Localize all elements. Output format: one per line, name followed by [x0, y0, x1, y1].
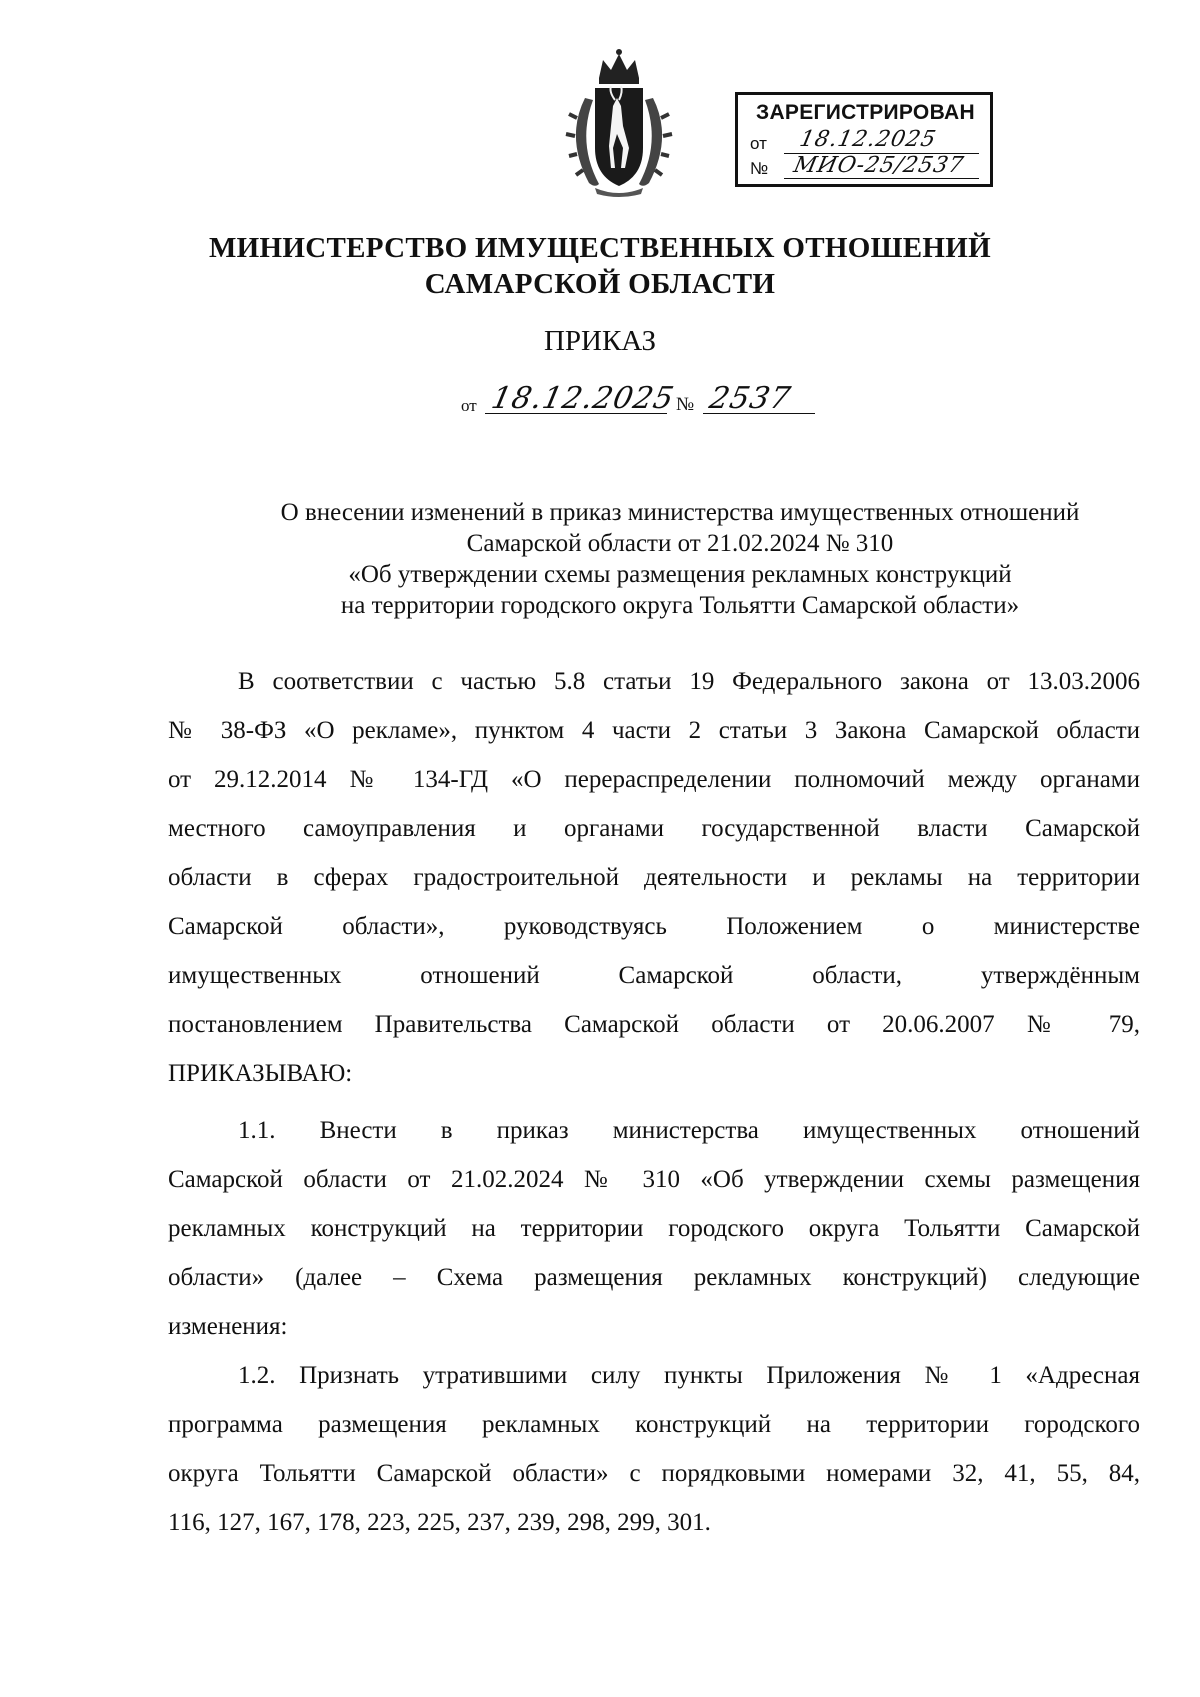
body-line: рекламных конструкций на территории городского округа Тольятти Самарской — [168, 1215, 1140, 1242]
order-number-handwritten: 2537 — [706, 381, 795, 416]
body-line: В соответствии с частью 5.8 статьи 19 Федерального закона от 13.03.2006 — [238, 668, 1140, 695]
stamp-title: ЗАРЕГИСТРИРОВАН — [756, 101, 975, 124]
body-line: № 38-ФЗ «О рекламе», пунктом 4 части 2 статьи 3 Закона Самарской области — [168, 717, 1140, 744]
body-line: области» (далее – Схема размещения рекламных конструкций) следующие — [168, 1264, 1140, 1291]
preamble-paragraph — [168, 657, 1140, 1098]
order-number-label: № — [676, 394, 695, 415]
item-1-2-paragraph — [168, 1351, 1140, 1547]
body-line: местного самоуправления и органами государственной власти Самарской — [168, 815, 1140, 842]
body-line: 116, 127, 167, 178, 223, 225, 237, 239, 298, 299, 301. — [168, 1509, 711, 1536]
subject-line: на территории городского округа Тольятти Самарской области» — [340, 592, 1020, 619]
order-body — [168, 657, 1140, 1547]
order-date-handwritten: 18.12.2025 — [488, 381, 678, 416]
order-date-label: от — [461, 396, 477, 415]
ministry-name-line-2: САМАРСКОЙ ОБЛАСТИ — [424, 268, 776, 300]
body-line: ПРИКАЗЫВАЮ: — [168, 1060, 353, 1087]
stamp-number-handwritten: МИО-25/2537 — [791, 153, 967, 178]
subject-line: О внесении изменений в приказ министерства имущественных отношений — [280, 499, 1080, 526]
body-line: изменения: — [168, 1313, 288, 1340]
body-line: Самарской области», руководствуясь Положением о министерстве — [168, 913, 1140, 940]
body-line: округа Тольятти Самарской области» с порядковыми номерами 32, 41, 55, 84, — [168, 1460, 1140, 1487]
stamp-date-handwritten: 18.12.2025 — [797, 127, 939, 152]
document-type-title: ПРИКАЗ — [543, 325, 657, 357]
body-line: 1.2. Признать утратившими силу пункты Приложения № 1 «Адресная — [238, 1362, 1140, 1389]
subject-line: Самарской области от 21.02.2024 № 310 — [466, 530, 894, 557]
registration-stamp — [735, 92, 993, 187]
body-line: области в сферах градостроительной деятельности и рекламы на территории — [168, 864, 1140, 891]
body-line: программа размещения рекламных конструкций на территории городского — [168, 1411, 1140, 1438]
body-line: постановлением Правительства Самарской области от 20.06.2007 № 79, — [168, 1011, 1140, 1038]
ministry-name-line-1: МИНИСТЕРСТВО ИМУЩЕСТВЕННЫХ ОТНОШЕНИЙ — [208, 232, 991, 264]
samara-coat-of-arms-emblem — [555, 48, 683, 198]
order-subject — [220, 497, 1140, 621]
item-1-1-paragraph — [168, 1106, 1140, 1351]
body-line: 1.1. Внести в приказ министерства имущественных отношений — [238, 1117, 1140, 1144]
body-line: от 29.12.2014 № 134-ГД «О перераспределении полномочий между органами — [168, 766, 1140, 793]
stamp-date-label: от — [750, 134, 767, 153]
body-line: Самарской области от 21.02.2024 № 310 «Об утверждении схемы размещения — [168, 1166, 1140, 1193]
subject-line: «Об утверждении схемы размещения рекламных конструкций — [348, 561, 1012, 588]
stamp-number-label: № — [750, 159, 769, 178]
body-line: имущественных отношений Самарской области, утверждённым — [168, 962, 1140, 989]
